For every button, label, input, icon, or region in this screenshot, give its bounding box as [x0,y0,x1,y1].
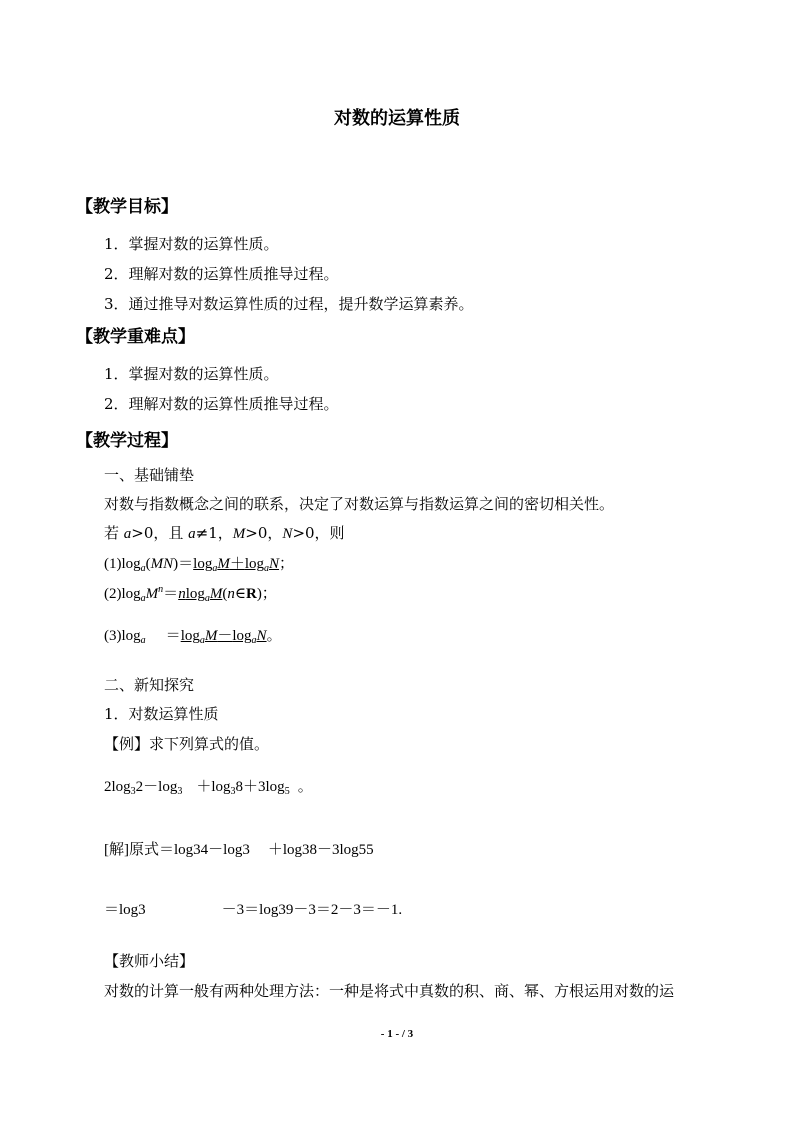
solution-line-1: [解]原式＝log34－log3 ＋log38－3log55 [104,842,374,858]
heading-goals: 【教学目标】 [76,197,178,217]
example-label: 【例】求下列算式的值。 [104,735,270,753]
heading-keypoints: 【教学重难点】 [76,327,195,347]
solution-line-2: ＝log3 －3＝log39－3＝2－3＝－1. [104,902,403,918]
condition-line: 若 a>0，且 a≠1，M>0，N>0，则 [104,524,345,542]
example-expression: $2\log_32-\log_3 +\log_38+3\log_5$ 。 [104,779,313,797]
page-number: - 1 - / 3 [380,1028,414,1040]
part1-text: 对数与指数概念之间的联系，决定了对数运算与指数运算之间的密切相关性。 [104,495,615,513]
part1-title: 一、基础铺垫 [104,466,195,484]
subsection-1: 1．对数运算性质 [104,705,219,723]
heading-process: 【教学过程】 [76,431,178,451]
teacher-summary-text: 对数的计算一般有两种处理方法：一种是将式中真数的积、商、幂、方根运用对数的运 [104,982,675,1000]
goal-item-2: 2．理解对数的运算性质推导过程。 [104,265,339,283]
teacher-summary-label: 【教师小结】 [104,952,195,970]
part2-title: 二、新知探究 [104,676,195,694]
rule-3: $(3)\log_a =\log_aM-\log_aN$。 [104,628,282,646]
rule-2: $(2)\log_aM^n=nlog_aM(n\in R)$； [104,584,277,604]
keypoint-item-2: 2．理解对数的运算性质推导过程。 [104,395,339,413]
goal-item-1: 1．掌握对数的运算性质。 [104,235,279,253]
rule-1: $(1)\log_a(MN)=\log_aM+\log_aN$； [104,556,295,574]
page-title: 对数的运算性质 [334,108,460,129]
keypoint-item-1: 1．掌握对数的运算性质。 [104,365,279,383]
goal-item-3: 3．通过推导对数运算性质的过程，提升数学运算素养。 [104,295,474,313]
